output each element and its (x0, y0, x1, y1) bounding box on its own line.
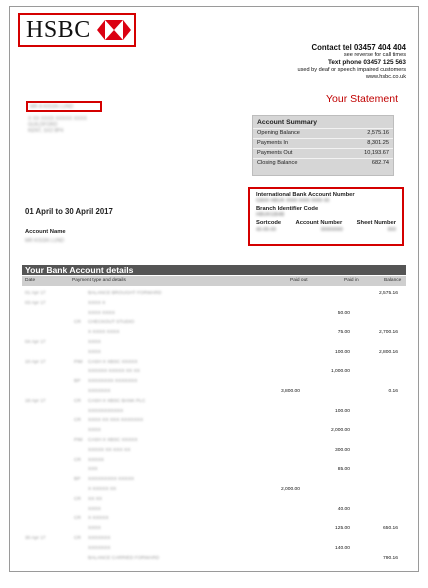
address-line: GUILDFORD (28, 122, 58, 128)
tx-description: XXXX XX XXX XXXXXXX (88, 418, 144, 424)
tx-description: XXXXXX XXXXX XX XX (88, 369, 140, 375)
tx-balance: 0.16 (388, 389, 398, 394)
tx-description: X XXXX XXXX (88, 330, 120, 336)
table-row (22, 389, 406, 399)
table-row (22, 516, 406, 526)
tx-description: XX XX (88, 496, 103, 502)
summary-row: Closing Balance 682.74 (253, 158, 393, 168)
tx-type: BP (74, 379, 81, 385)
tx-type: CR (74, 536, 81, 541)
tx-paid-in: 100.00 (335, 349, 350, 355)
tx-description: XXXX (88, 340, 101, 345)
tx-description: CASH X XBSC BANK PLC (88, 398, 146, 404)
table-row (22, 467, 406, 477)
table-row (22, 301, 406, 311)
tx-description: XXXXX (88, 457, 104, 463)
sortcode-label: Sortcode (256, 220, 282, 226)
table-row (22, 536, 406, 546)
tx-date: 01 Apr 17 (25, 291, 46, 296)
hsbc-hexagon-icon (97, 20, 131, 40)
tx-paid-in: 75.00 (337, 330, 350, 336)
table-row (22, 360, 406, 370)
table-row (22, 526, 406, 536)
tx-description: BALANCE BROUGHT FORWARD (88, 291, 162, 296)
tx-type: CR (74, 496, 81, 502)
tx-description: BALANCE CARRIED FORWARD (88, 555, 160, 561)
contact-block (297, 43, 406, 82)
tx-date: 03 Apr 17 (25, 300, 46, 306)
table-row (22, 507, 406, 517)
table-row (22, 350, 406, 360)
tx-description: XXXXXXX (88, 545, 111, 551)
tx-description: XXXXXXX (88, 536, 111, 541)
tx-description: XXX (88, 467, 98, 473)
col-type: Payment type and details (72, 278, 126, 283)
tx-paid-in: 300.00 (335, 447, 350, 453)
tx-paid-out: 3,800.00 (280, 389, 300, 394)
tx-type: CR (74, 398, 81, 404)
tx-paid-in: 1,000.00 (330, 369, 350, 375)
tx-balance: 2,800.16 (378, 349, 398, 355)
tx-type: CR (74, 457, 81, 463)
tx-balance: 2,575.16 (378, 291, 398, 296)
table-row (22, 428, 406, 438)
tx-paid-in: 100.00 (335, 408, 350, 414)
table-row (22, 330, 406, 340)
customer-name: MR A KISSN LUND (30, 104, 74, 110)
tx-date: 30 Apr 17 (25, 536, 46, 541)
bic-label: Branch Identifier Code (256, 206, 319, 212)
table-row (22, 340, 406, 350)
customer-address (28, 116, 87, 134)
table-row (22, 438, 406, 448)
sortcode-value: 40-00-00 (256, 227, 277, 233)
tx-description: XXXX X (88, 300, 106, 306)
table-row (22, 311, 406, 321)
tx-paid-in: 85.00 (337, 467, 350, 473)
details-title: Your Bank Account details (22, 265, 406, 275)
table-row (22, 448, 406, 458)
bic-value: HBUKGB4B (256, 212, 285, 218)
tx-description: XXXXXXX (88, 389, 111, 394)
table-row (22, 399, 406, 409)
textphone: Text phone 03457 125 563 (327, 59, 406, 67)
table-row (22, 458, 406, 468)
tx-date: 04 Apr 17 (25, 340, 46, 345)
table-row (22, 418, 406, 428)
tx-type: CR (74, 418, 81, 424)
tx-description: XXXX (88, 526, 101, 532)
account-summary (252, 115, 394, 176)
col-date: Date (25, 278, 36, 283)
summary-row: Payments In 8,301.25 (253, 138, 393, 148)
statement-page (9, 6, 419, 572)
tx-description: CASH X XBSC XXXXX (88, 359, 138, 365)
transactions-table (22, 289, 406, 569)
tx-date: 18 Apr 17 (25, 398, 46, 404)
impaired-note: used by deaf or speech impaired customers (297, 66, 406, 73)
table-row (22, 369, 406, 379)
tx-balance: 790.16 (383, 555, 398, 561)
tx-description: XXXX (88, 428, 101, 434)
tx-paid-in: 50.00 (337, 310, 350, 316)
sheet-number-label: Sheet Number (356, 220, 396, 226)
iban-value: GB00 HBUK 0000 0000 0000 00 (256, 198, 330, 204)
summary-row: Payments Out 10,193.67 (253, 148, 393, 158)
table-row (22, 487, 406, 497)
tx-type: CR (74, 320, 81, 326)
tx-balance: 2,700.16 (378, 330, 398, 336)
col-balance: Balance (384, 278, 402, 283)
tx-date: 10 Apr 17 (25, 359, 46, 365)
tx-description: XXXXX XX XXX XX (88, 447, 131, 453)
website: www.hsbc.co.uk (365, 74, 406, 81)
statement-period: 01 April to 30 April 2017 (25, 207, 113, 216)
address-line: X XX XXXX XXXXX XXXX (28, 116, 87, 122)
bank-identifiers-box (248, 187, 404, 246)
summary-title: Account Summary (257, 119, 318, 126)
statement-heading: Your Statement (326, 93, 398, 105)
account-id-headers (256, 220, 396, 226)
tx-paid-in: 2,000.00 (330, 428, 350, 434)
tx-paid-in: 125.00 (335, 526, 350, 532)
brand-name: HSBC (26, 17, 91, 43)
tx-paid-out: 2,000.00 (280, 487, 300, 492)
tx-description: XXXXXXXXX XXXXX (88, 477, 135, 483)
table-row (22, 320, 406, 330)
tx-description: XXXX (88, 349, 101, 355)
account-number-label: Account Number (295, 220, 343, 226)
account-name-label: Account Name (25, 229, 66, 235)
sheet-number-value: 000 (387, 227, 396, 233)
table-row (22, 291, 406, 301)
tx-description: XXXXXXXXXXX (88, 408, 124, 414)
account-id-values (256, 227, 396, 233)
tx-description: X XXXXX (88, 516, 109, 522)
tx-type: BP (74, 477, 81, 483)
see-reverse: see reverse for call times (343, 52, 406, 58)
table-row (22, 477, 406, 487)
tx-type: PIM (74, 359, 83, 365)
table-row (22, 546, 406, 556)
tx-description: X XXXXX XX (88, 487, 117, 492)
tx-description: XXXX XXXX (88, 310, 115, 316)
contact-tel: Contact tel 03457 404 404 (311, 43, 406, 52)
table-row (22, 379, 406, 389)
tx-balance: 650.16 (383, 526, 398, 532)
tx-type: CR (74, 516, 81, 522)
tx-description: XXXX (88, 506, 101, 512)
account-number-value: 00000000 (320, 227, 343, 233)
hsbc-logo (18, 13, 136, 47)
col-paid-in: Paid in (344, 278, 359, 283)
tx-paid-in: 140.00 (335, 545, 350, 551)
table-row (22, 497, 406, 507)
tx-description: CASH X XBSC XXXXX (88, 438, 138, 443)
tx-type: PIM (74, 438, 83, 443)
tx-description: CHECKOUT STUDIO (88, 320, 135, 326)
iban-label: International Bank Account Number (256, 192, 355, 198)
summary-row: Opening Balance 2,575.16 (253, 128, 393, 138)
table-row (22, 556, 406, 566)
account-name-value: MR KISSN LUND (25, 238, 65, 244)
col-paid-out: Paid out (290, 278, 308, 283)
tx-description: XXXXXXXX XXXXXXX (88, 379, 138, 385)
customer-name-box (26, 101, 102, 112)
column-header-row (22, 276, 406, 286)
address-line: KENT, SX2 8P4 (28, 128, 64, 134)
table-row (22, 409, 406, 419)
tx-paid-in: 40.00 (337, 506, 350, 512)
